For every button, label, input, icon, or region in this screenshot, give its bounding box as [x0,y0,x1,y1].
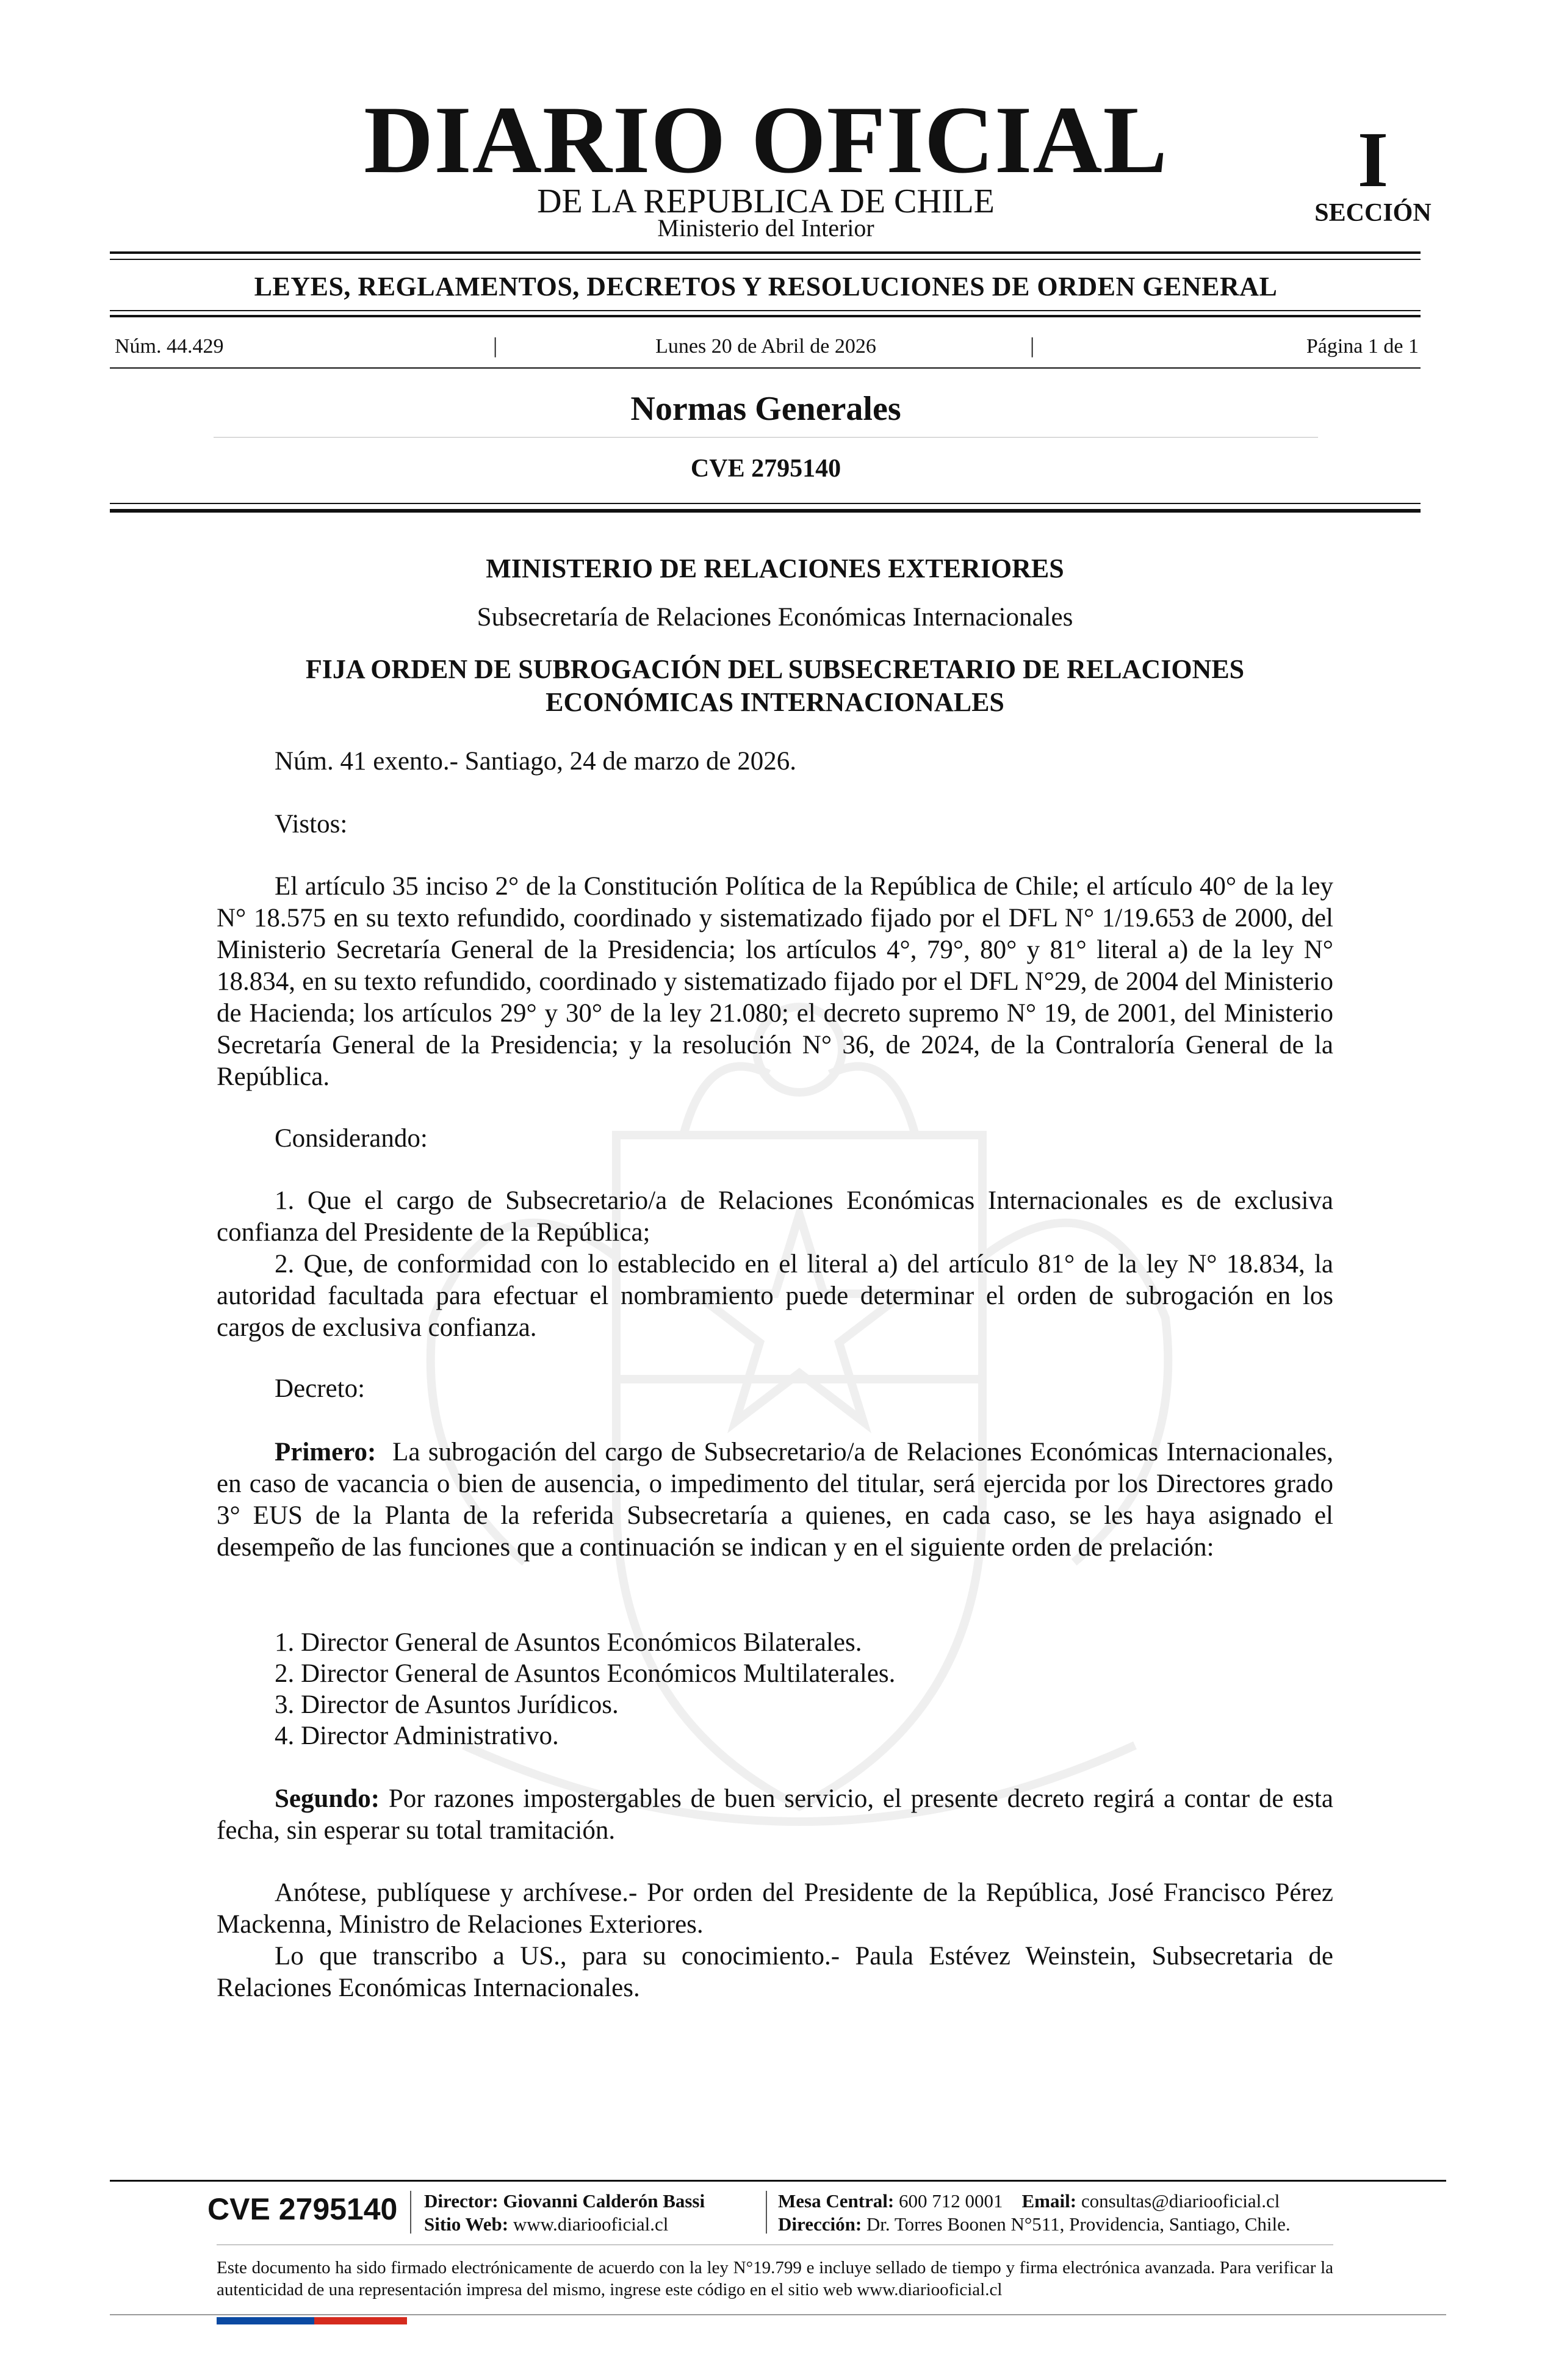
article-segundo [217,1783,1333,1847]
section-number: I [1357,116,1389,204]
page-indicator: Página 1 de 1 [1306,335,1419,358]
category-rule [214,437,1318,438]
issue-separator: | [493,333,498,358]
footer-address-value: Dr. Torres Boonen N°511, Providencia, Santiago, Chile. [866,2213,1291,2235]
decreto-heading: Decreto: [275,1374,366,1403]
closing-order: Anótese, publíquese y archívese.- Por orden del Presidente de la República, José Francisco Pérez Mackenna, Ministro de Relaciones Exteriores. [217,1878,1333,1939]
section-band-title: LEYES, REGLAMENTOS, DECRETOS Y RESOLUCIONES DE ORDEN GENERAL [254,272,1278,301]
issue-number: Núm. 44.429 [115,335,224,358]
footer-divider [410,2191,411,2234]
considerando-item: 1. Que el cargo de Subsecretario/a de Relaciones Económicas Internacionales es de exclusiva confianza del Presidente de la República; [217,1186,1333,1247]
footer-director-value: Giovanni Calderón Bassi [503,2190,705,2212]
footer-email-label: Email: [1021,2190,1077,2212]
footer-contact [778,2190,1280,2213]
decree-number: Núm. 41 exento.- Santiago, 24 de marzo de 2026. [275,747,797,776]
article-primero-label: Primero: [275,1438,376,1466]
issuing-subsecretariat: Subsecretaría de Relaciones Económicas Internacionales [477,603,1073,632]
footer-phone-value: 600 712 0001 [899,2190,1003,2212]
cve-rule-thick [110,509,1421,513]
article-primero [217,1437,1333,1563]
footer-cve-code: CVE 2795140 [207,2192,398,2226]
flag-stripe-blue [217,2317,314,2324]
article-segundo-label: Segundo: [275,1784,380,1813]
considerando-item: 2. Que, de conformidad con lo establecido en el literal a) del artículo 81° de la ley N° 18.834, la autoridad facultada para efectuar el nombramiento puede determinar el orden de subrogación en los cargos de exclusiva confianza. [217,1250,1333,1342]
issue-rule [110,367,1421,369]
closing-block [217,1877,1333,2004]
footer-address-label: Dirección: [778,2213,862,2235]
footer-rule-bottom [110,2314,1446,2315]
closing-transcription: Lo que transcribo a US., para su conocimiento.- Paula Estévez Weinstein, Subsecretaria de Relaciones Económicas Internacionales. [217,1942,1333,2002]
considerando-block [217,1185,1333,1344]
footer-signature-note: Este documento ha sido firmado electrónicamente de acuerdo con la ley N°19.799 e incluye sellado de tiempo y firma electrónica avanzada. Para verificar la autenticidad de una representación impresa del mismo, ingrese este código en el sitio web www.diariooficial.cl [217,2258,1333,2299]
footer-director [424,2190,705,2213]
footer-phone-label: Mesa Central: [778,2190,895,2212]
category-title: Normas Generales [630,390,901,428]
vistos-heading: Vistos: [275,810,348,838]
issue-separator: | [1030,333,1035,358]
flag-stripe-red [314,2317,407,2324]
footer-website-link[interactable]: www.diariooficial.cl [513,2213,669,2235]
vistos-heading-block [217,809,1333,840]
masthead-title: DIARIO OFICIAL [364,87,1168,193]
footer-director-label: Director: [424,2190,499,2212]
masthead-ministry: Ministerio del Interior [657,214,874,242]
decree-number-line [217,746,1333,777]
header-rule-top [110,251,1421,254]
list-item: 4. Director Administrativo. [275,1722,559,1750]
considerando-heading: Considerando: [275,1124,428,1153]
issue-date: Lunes 20 de Abril de 2026 [655,335,876,358]
footer-email-link[interactable]: consultas@diariooficial.cl [1081,2190,1280,2212]
vistos-block [217,871,1333,1093]
masthead-subtitle: DE LA REPUBLICA DE CHILE [537,182,995,220]
list-item: 1. Director General de Asuntos Económicos Bilaterales. [275,1628,862,1657]
list-item: 2. Director General de Asuntos Económicos Multilaterales. [275,1659,896,1688]
decree-title: FIJA ORDEN DE SUBROGACIÓN DEL SUBSECRETARIO DE RELACIONES ECONÓMICAS INTERNACIONALES [305,654,1245,717]
header-rule-top-thin [110,259,1421,260]
footer-rule-top [110,2180,1446,2182]
decreto-heading-block [217,1373,1333,1405]
footer-divider [766,2191,767,2234]
footer-address [778,2213,1291,2236]
article-segundo-text: Por razones impostergables de buen servicio, el presente decreto regirá a contar de esta fecha, sin esperar su total tramitación. [217,1784,1333,1845]
band-rule-thin [110,310,1421,311]
band-rule-thick [110,315,1421,317]
footer-website [424,2213,668,2236]
list-item: 3. Director de Asuntos Jurídicos. [275,1690,619,1719]
article-primero-text: La subrogación del cargo de Subsecretario/a de Relaciones Económicas Internacionales, en caso de vacancia o bien de ausencia, o impedimento del titular, será ejercida por los Directores grado 3° EUS de la Planta de la referida Subsecretaría a quienes, en cada caso, se les haya asignado el desempeño de las funciones que a continuación se indican y en el siguiente orden de prelación: [217,1438,1333,1562]
footer-website-label: Sitio Web: [424,2213,509,2235]
section-label: SECCIÓN [1314,199,1432,227]
vistos-text: El artículo 35 inciso 2° de la Constitución Política de la República de Chile; el artículo 40° de la ley N° 18.575 en su texto refundido, coordinado y sistematizado fijado por el DFL N° 1/19.653 de 2000, del Ministerio Secretaría General de la Presidencia; los artículos 4°, 79°, 80° y 81° literal a) de la ley N° 18.834, en su texto refundido, coordinado y sistematizado fijado por el DFL N°29, de 2004 del Ministerio de Hacienda; los artículos 29° y 30° de la ley 21.080; el decreto supremo N° 19, de 2001, del Ministerio Secretaría General de la Presidencia; y la resolución N° 36, de 2024, de la Contraloría General de la República. [217,872,1333,1091]
cve-rule-thin [110,503,1421,504]
cve-code: CVE 2795140 [690,455,841,483]
issuing-ministry: MINISTERIO DE RELACIONES EXTERIORES [486,554,1064,583]
considerando-heading-block [217,1123,1333,1155]
